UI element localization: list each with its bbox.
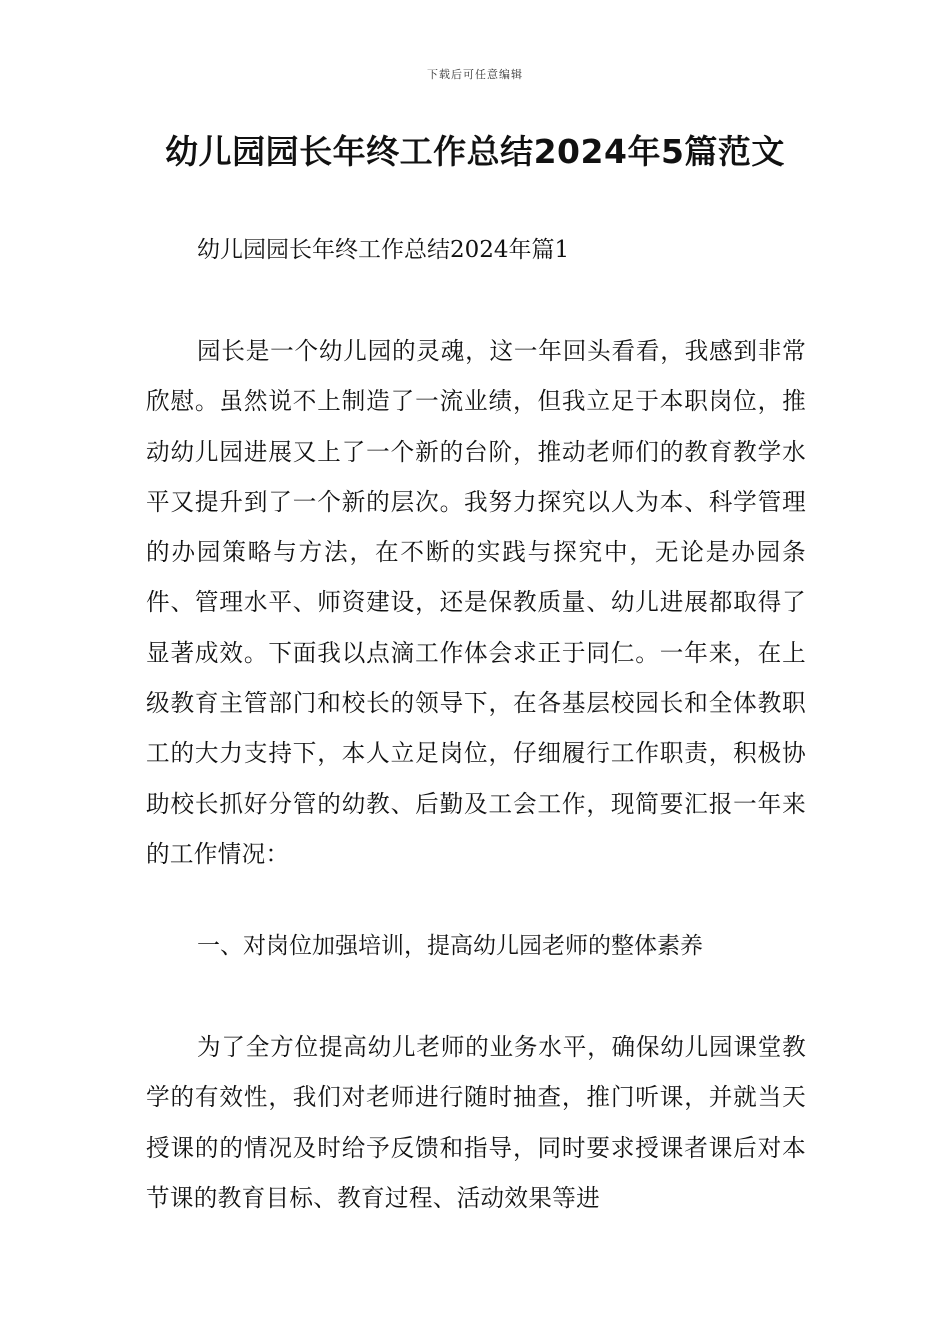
header-note: 下载后可任意编辑 bbox=[427, 68, 523, 81]
point-heading: 一、对岗位加强培训，提高幼儿园老师的整体素养 bbox=[197, 933, 703, 959]
body-paragraph-2: 为了全方位提高幼儿老师的业务水平，确保幼儿园课堂教学的有效性，我们对老师进行随时抽查，推门听课，并就当天授课的的情况及时给予反馈和指导，同时要求授课者课后对本节课的教育目标、教育过程、活动效果等进 bbox=[146, 1033, 806, 1212]
document-title: 幼儿园园长年终工作总结2024年5篇范文 bbox=[165, 132, 785, 171]
body-paragraph: 园长是一个幼儿园的灵魂，这一年回头看看，我感到非常欣慰。虽然说不上制造了一流业绩，但我立足于本职岗位，推动幼儿园进展又上了一个新的台阶，推动老师们的教育教学水平又提升到了一个新的层次。我努力探究以人为本、科学管理的办园策略与方法，在不断的实践与探究中，无论是办园条件、管理水平、师资建设，还是保教质量、幼儿进展都取得了显著成效。下面我以点滴工作体会求正于同仁。一年来，在上级教育主管部门和校长的领导下，在各基层校园长和全体教职工的大力支持下，本人立足岗位，仔细履行工作职责，积极协助校长抓好分管的幼教、后勤及工会工作，现简要汇报一年来的工作情况： bbox=[146, 337, 806, 868]
section-heading: 幼儿园园长年终工作总结2024年篇1 bbox=[197, 237, 570, 263]
